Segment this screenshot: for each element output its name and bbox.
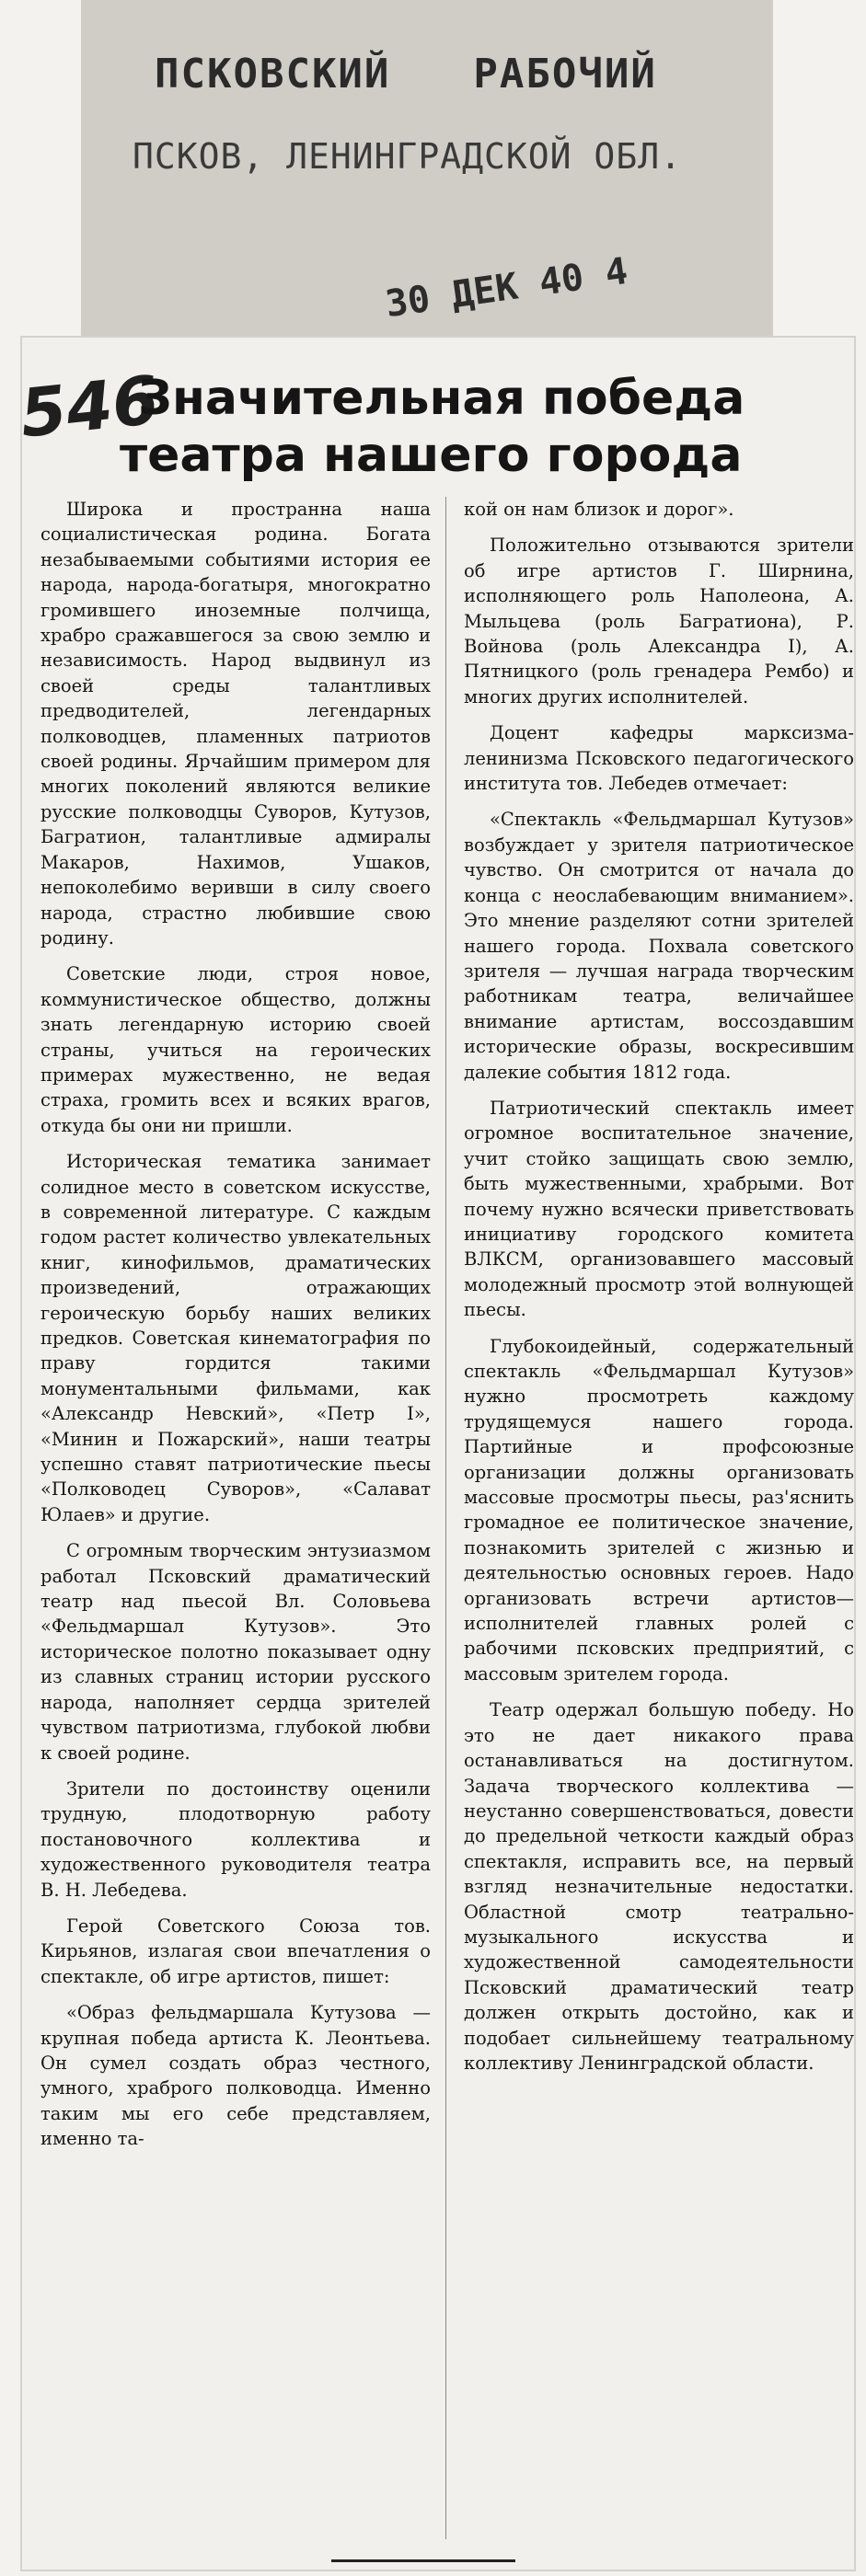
paragraph: Театр одержал большую победу. Но это не дает никакого права останавливаться на достигнутом. Задача творческого коллектива — неустанно совершенствоваться, довести до предельной четкости каждый образ спектакля, исправить все, на первый взгляд незначительные недостатки. Областной смотр театрально-музыкального искусства и художественной самодеятельности Псковский драматический театр должен открыть достойно, как и подобает сильнейшему театральному коллективу Ленинградской области.: [464, 1699, 854, 2074]
paragraph: Патриотический спектакль имеет огромное воспитательное значение, учит стойко защищать свою землю, быть мужественными, храбрыми. Вот почему нужно всячески приветствовать инициативу городского комитета ВЛКСМ, организовавшего массовый молодежный просмотр этой волнующей пьесы.: [464, 1097, 854, 1321]
paragraph: Герой Советского Союза тов. Кирьянов, излагая свои впечатления о спектакле, об игре артистов, пишет:: [40, 1915, 431, 1987]
newspaper-title-right: РАБОЧИЙ: [473, 51, 657, 98]
newspaper-title-left: ПСКОВСКИЙ: [155, 51, 391, 98]
paragraph: «Спектакль «Фельдмаршал Кутузов» возбуждает у зрителя патриотическое чувство. Он смотрится от начала до конца с неослабевающим вниманием». Это мнение разделяют сотни зрителей нашего города. Похвала советского зрителя — лучшая награда творческим работникам театра, величайшее внимание артистам, воссоздавшим исторические образы, воскресившим далекие события 1812 года.: [464, 809, 854, 1083]
headline-line-2: театра нашего города: [120, 428, 743, 483]
headline-line-1: Значительная победа: [138, 371, 745, 426]
paragraph: Положительно отзываются зрители об игре артистов Г. Ширнина, исполняющего роль Наполеона, А. Мыльцева (роль Багратиона), Р. Войнова (роль Александра I), А. Пятницкого (роль гренадера Рембо) и многих других исполнителей.: [464, 535, 854, 707]
paragraph: Доцент кафедры марксизма-ленинизма Псковского педагогического института тов. Лебедев отмечает:: [464, 722, 854, 795]
paragraph: Зрители по достоинству оценили трудную, плодотворную работу постановочного коллектива и художественного руководителя театра В. Н. Лебедева.: [40, 1777, 431, 1901]
paragraph: Глубокоидейный, содержательный спектакль «Фельдмаршал Кутузов» нужно просмотреть каждому трудящемуся нашего города. Партийные и профсоюзные организации должны организовать массовые просмотры пьесы, раз'яснить громадное ее политическое значение, познакомить зрителей с жизнью и деятельностью основных героев. Надо организовать встречи артистов—исполнителей главных ролей с рабочими псковских предприятий, с массовым зрителем города.: [464, 1335, 854, 1685]
paragraph: Широка и пространна наша социалистическая родина. Богата незабываемыми событиями история ее народа, народа-богатыря, многократно громившего иноземные полчища, храбро сражавшегося за свою землю и независимость. Народ выдвинул из своей среды талантливых предводителей, легендарных полководцев, пламенных патриотов своей родины. Ярчайшим примером для многих поколений являются великие русские полководцы Суворов, Кутузов, Багратион, талантливые адмиралы Макаров, Нахимов, Ушаков, непоколебимо веривши в силу своего народа, страстно любившие свою родину.: [40, 499, 431, 949]
newspaper-location: ПСКОВ, ЛЕНИНГРАДСКОЙ ОБЛ.: [133, 136, 682, 177]
paragraph: С огромным творческим энтузиазмом работал Псковский драматический театр над пьесой Вл. Соловьева «Фельдмаршал Кутузов». Это историческое полотно показывает одну из славных страниц истории русского народа, наполняет сердца зрителей чувством патриотизма, глубокой любви к своей родине.: [40, 1540, 431, 1764]
article-column-left: [40, 497, 431, 2163]
article-column-right: [464, 497, 854, 2087]
column-divider: [445, 497, 446, 2539]
newspaper-header-stub: [81, 0, 773, 340]
newspaper-title: [155, 51, 657, 98]
paragraph: «Образ фельдмаршала Кутузова — крупная победа артиста К. Леонтьева. Он сумел создать образ честного, умного, храброго полководца. Именно таким мы его себе представляем, именно та-: [40, 2002, 431, 2150]
article-headline: [110, 370, 828, 484]
handwritten-archive-number: 546: [17, 361, 163, 453]
paragraph: Советские люди, строя новое, коммунистическое общество, должны знать легендарную историю своей страны, учиться на героических примерах мужественно, не ведая страха, громить всех и всяких врагов, откуда бы они ни пришли.: [40, 963, 431, 1136]
paragraph-continuation: кой он нам близок и дорог».: [464, 499, 734, 520]
paragraph: Историческая тематика занимает солидное место в советском искусстве, в современной литературе. С каждым годом растет количество увлекательных книг, кинофильмов, драматических произведений, отражающих героическую борьбу наших великих предков. Советская кинематография по праву гордится такими монументальными фильмами, как «Александр Невский», «Петр I», «Минин и Пожарский», наши театры успешно ставят патриотические пьесы «Полководец Суворов», «Салават Юлаев» и другие.: [40, 1151, 431, 1525]
date-stamp: 30 ДЕК 40 4: [383, 249, 630, 327]
end-rule: [331, 2559, 515, 2562]
